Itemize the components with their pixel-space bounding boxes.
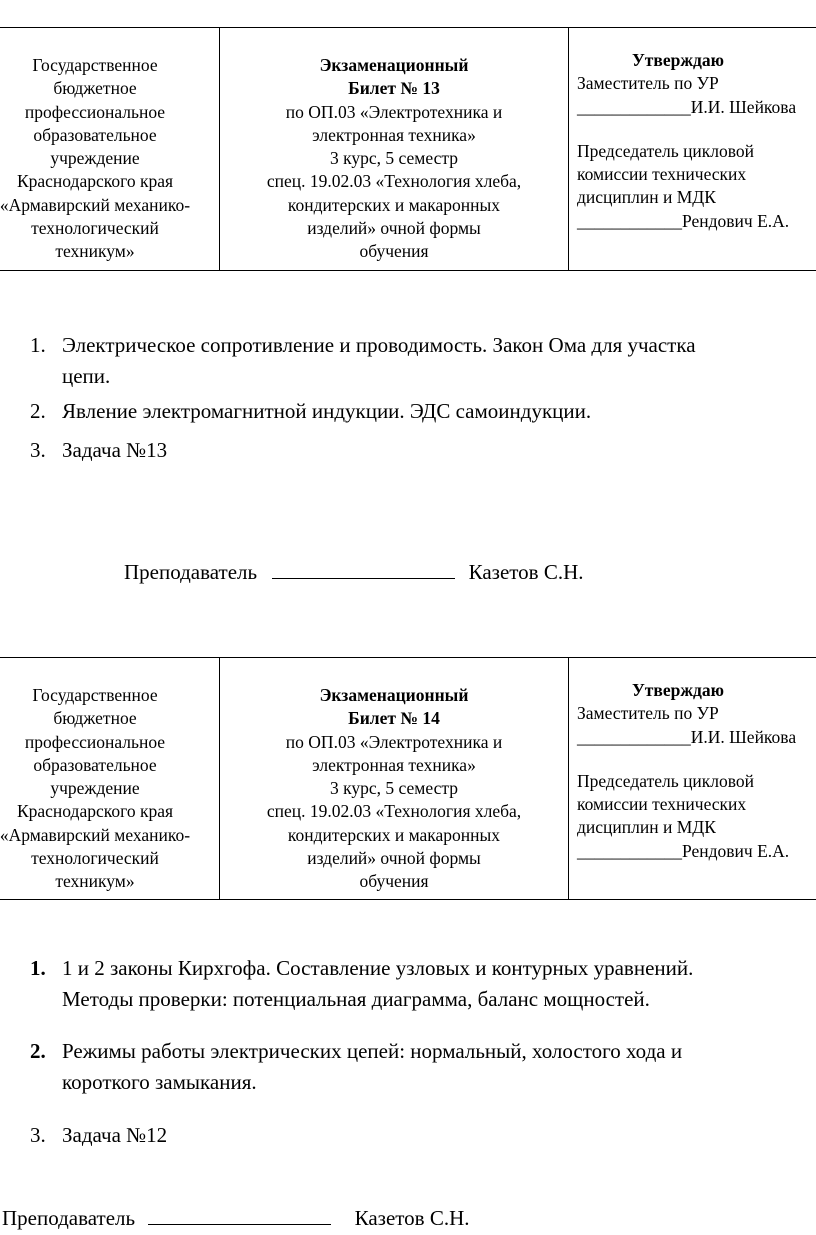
institution-line: «Армавирский механико- [0, 194, 191, 215]
teacher-name: Казетов С.Н. [468, 560, 584, 584]
teacher-name: Казетов С.Н. [354, 1206, 470, 1230]
approve-title: Утверждаю [631, 50, 725, 70]
institution-line: Государственное [32, 685, 158, 705]
question-text: Электрическое сопротивление и проводимость. Закон Ома для участка [62, 333, 696, 357]
teacher-signature [124, 560, 584, 585]
institution-line: техникум» [55, 241, 135, 262]
question-3 [30, 1120, 816, 1151]
approve-chair-sign: ____________Рендович Е.А. [577, 840, 790, 861]
question-number: 1. [30, 956, 46, 980]
institution-cell [0, 28, 220, 271]
course-line: спец. 19.02.03 «Технология хлеба, [266, 171, 522, 192]
ticket-header-table [0, 27, 816, 271]
approve-chair-line: дисциплин и МДК [577, 817, 716, 838]
ticket-title: Экзаменационный [319, 685, 469, 705]
course-line: кондитерских и макаронных [287, 194, 501, 215]
course-line: по ОП.03 «Электротехника и [285, 731, 503, 752]
approve-deputy-sign: _____________И.И. Шейкова [577, 726, 797, 747]
institution-line: Краснодарского края [16, 801, 174, 822]
course-line: спец. 19.02.03 «Технология хлеба, [266, 801, 522, 822]
course-line: обучения [359, 241, 429, 262]
institution-line: техникум» [55, 871, 135, 892]
institution-line: «Армавирский механико- [0, 824, 191, 845]
institution-line: бюджетное [53, 708, 137, 729]
approve-chair-line: Председатель цикловой [577, 770, 755, 791]
institution-line: Краснодарского края [16, 171, 174, 192]
ticket-number: Билет № 14 [348, 708, 440, 729]
question-3 [30, 435, 816, 466]
question-text: Методы проверки: потенциальная диаграмма, баланс мощностей. [62, 987, 650, 1011]
course-line: 3 курс, 5 семестр [330, 778, 458, 799]
course-line: изделий» очной формы [307, 218, 481, 239]
institution-line: образовательное [33, 124, 157, 145]
institution-line: профессиональное [24, 101, 166, 122]
course-line: кондитерских и макаронных [287, 824, 501, 845]
course-line: 3 курс, 5 семестр [330, 148, 458, 169]
question-text: короткого замыкания. [62, 1070, 257, 1094]
question-text: Задача №13 [62, 438, 168, 462]
approve-deputy: Заместитель по УР [577, 73, 719, 94]
approve-chair-line: комиссии технических [577, 164, 747, 185]
teacher-label: Преподаватель [2, 1206, 136, 1230]
institution-line: бюджетное [53, 78, 137, 99]
institution-line: профессиональное [24, 731, 166, 752]
institution-line: образовательное [33, 754, 157, 775]
institution-line: технологический [31, 218, 159, 239]
question-2 [30, 396, 816, 427]
approve-chair-line: дисциплин и МДК [577, 187, 716, 208]
teacher-signature [2, 1206, 470, 1231]
approval-cell [569, 658, 816, 900]
institution-line: учреждение [50, 778, 140, 799]
teacher-label: Преподаватель [124, 560, 258, 584]
ticket-number: Билет № 13 [348, 78, 440, 99]
institution-cell [0, 658, 220, 900]
institution-line: учреждение [50, 148, 140, 169]
question-text: Явление электромагнитной индукции. ЭДС самоиндукции. [62, 399, 592, 423]
question-number: 2. [30, 399, 46, 423]
question-2 [30, 1036, 816, 1098]
ticket-title-cell [220, 28, 569, 271]
approve-deputy-sign: _____________И.И. Шейкова [577, 96, 797, 117]
question-1 [30, 953, 816, 1015]
ticket-title-cell [220, 658, 569, 900]
question-text: Режимы работы электрических цепей: нормальный, холостого хода и [62, 1039, 683, 1063]
approval-cell [569, 28, 816, 271]
course-line: электронная техника» [312, 754, 476, 775]
question-text: 1 и 2 законы Кирхгофа. Составление узловых и контурных уравнений. [62, 956, 694, 980]
ticket-title: Экзаменационный [319, 55, 469, 75]
signature-line [272, 562, 455, 579]
question-text: Задача №12 [62, 1123, 168, 1147]
course-line: электронная техника» [312, 124, 476, 145]
institution-line: Государственное [32, 55, 158, 75]
institution-line: технологический [31, 848, 159, 869]
question-text: цепи. [62, 364, 111, 388]
question-number: 3. [30, 438, 46, 462]
ticket-header-table [0, 657, 816, 900]
question-number: 3. [30, 1123, 46, 1147]
approve-chair-line: Председатель цикловой [577, 140, 755, 161]
course-line: по ОП.03 «Электротехника и [285, 101, 503, 122]
question-1 [30, 330, 816, 392]
question-number: 1. [30, 333, 46, 357]
course-line: изделий» очной формы [307, 848, 481, 869]
approve-chair-sign: ____________Рендович Е.А. [577, 210, 790, 231]
approve-chair-line: комиссии технических [577, 794, 747, 815]
question-number: 2. [30, 1039, 46, 1063]
signature-line [148, 1208, 331, 1225]
course-line: обучения [359, 871, 429, 892]
approve-title: Утверждаю [631, 680, 725, 700]
approve-deputy: Заместитель по УР [577, 703, 719, 724]
